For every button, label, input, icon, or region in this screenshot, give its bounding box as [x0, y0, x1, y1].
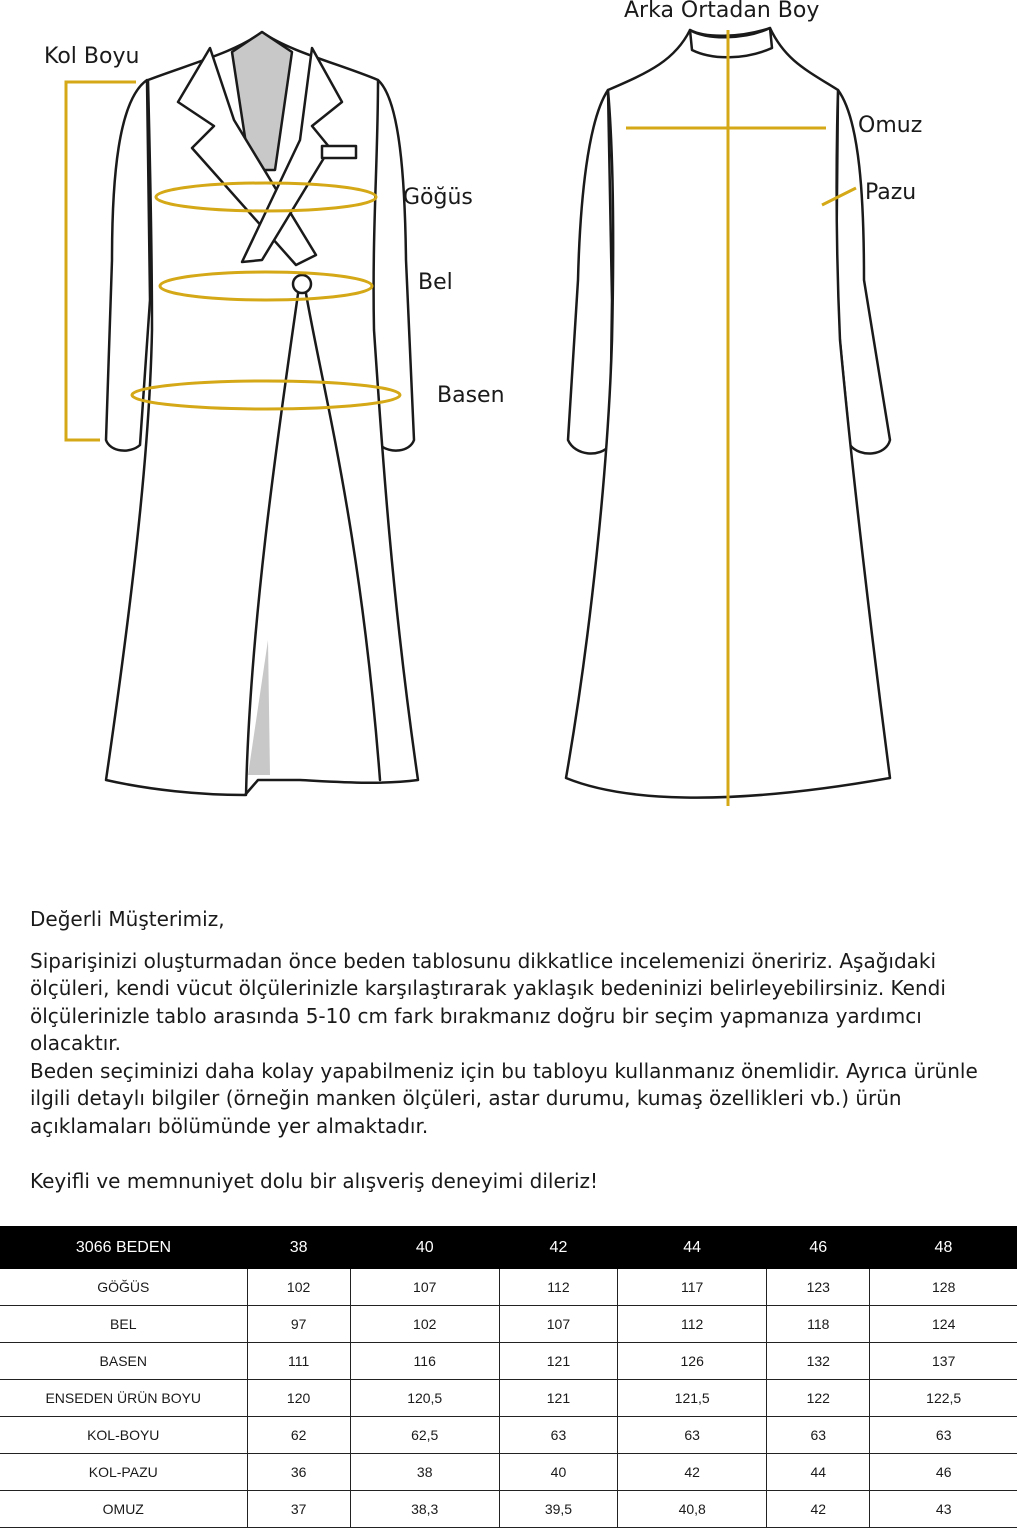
- table-row: [0, 1491, 1017, 1528]
- size-value-cell: 39,5: [499, 1491, 617, 1528]
- size-value-cell: 63: [499, 1417, 617, 1454]
- table-row: [0, 1380, 1017, 1417]
- table-row: [0, 1343, 1017, 1380]
- size-value-cell: 42: [767, 1491, 870, 1528]
- size-value-cell: 107: [350, 1269, 499, 1306]
- size-value-cell: 122: [767, 1380, 870, 1417]
- pazu-label: Pazu: [865, 180, 917, 205]
- size-value-cell: 40: [499, 1454, 617, 1491]
- size-value-cell: 121: [499, 1380, 617, 1417]
- row-label-cell: ENSEDEN ÜRÜN BOYU: [0, 1380, 247, 1417]
- size-value-cell: 38: [350, 1454, 499, 1491]
- greeting: Değerli Müşterimiz,: [30, 907, 225, 931]
- size-value-cell: 107: [499, 1306, 617, 1343]
- gogus-label: Göğüs: [403, 185, 473, 210]
- row-label-cell: KOL-BOYU: [0, 1417, 247, 1454]
- size-value-cell: 111: [247, 1343, 350, 1380]
- size-value-cell: 112: [499, 1269, 617, 1306]
- size-value-cell: 102: [350, 1306, 499, 1343]
- info-text: [30, 906, 990, 1196]
- size-value-cell: 137: [870, 1343, 1017, 1380]
- header-cell: 44: [618, 1226, 767, 1269]
- size-value-cell: 97: [247, 1306, 350, 1343]
- size-value-cell: 116: [350, 1343, 499, 1380]
- size-value-cell: 128: [870, 1269, 1017, 1306]
- paragraph-2: Beden seçiminizi daha kolay yapabilmeniz için bu tabloyu kullanmanız önemlidir. Ayrıca ürünle ilgili detaylı bilgiler (örneğin manken ölçüleri, astar durumu, kumaş özellikleri vb.) ürün açıklamaları bölümünde yer almaktadır.: [30, 1058, 978, 1138]
- size-value-cell: 42: [618, 1454, 767, 1491]
- header-cell: 48: [870, 1226, 1017, 1269]
- row-label-cell: BEL: [0, 1306, 247, 1343]
- header-cell: 46: [767, 1226, 870, 1269]
- size-value-cell: 102: [247, 1269, 350, 1306]
- kol-boyu-label: Kol Boyu: [44, 44, 140, 69]
- size-value-cell: 122,5: [870, 1380, 1017, 1417]
- row-label-cell: KOL-PAZU: [0, 1454, 247, 1491]
- size-value-cell: 63: [767, 1417, 870, 1454]
- size-table-body: [0, 1269, 1017, 1528]
- size-value-cell: 120,5: [350, 1380, 499, 1417]
- size-value-cell: 117: [618, 1269, 767, 1306]
- table-row: [0, 1269, 1017, 1306]
- table-row: [0, 1417, 1017, 1454]
- front-left-sleeve: [106, 80, 150, 451]
- size-value-cell: 62: [247, 1417, 350, 1454]
- size-value-cell: 118: [767, 1306, 870, 1343]
- row-label-cell: OMUZ: [0, 1491, 247, 1528]
- size-value-cell: 40,8: [618, 1491, 767, 1528]
- size-value-cell: 63: [618, 1417, 767, 1454]
- size-value-cell: 126: [618, 1343, 767, 1380]
- size-value-cell: 36: [247, 1454, 350, 1491]
- size-value-cell: 121,5: [618, 1380, 767, 1417]
- size-value-cell: 37: [247, 1491, 350, 1528]
- closing-text: Keyifli ve memnuniyet dolu bir alışveriş deneyimi dileriz!: [30, 1169, 599, 1193]
- row-label-cell: GÖĞÜS: [0, 1269, 247, 1306]
- header-cell: 3066 BEDEN: [0, 1226, 247, 1269]
- arka-ortadan-boy-label: Arka Ortadan Boy: [624, 0, 820, 23]
- size-table-header: [0, 1226, 1017, 1269]
- size-value-cell: 62,5: [350, 1417, 499, 1454]
- size-value-cell: 46: [870, 1454, 1017, 1491]
- back-collar: [690, 28, 772, 57]
- size-value-cell: 38,3: [350, 1491, 499, 1528]
- header-cell: 42: [499, 1226, 617, 1269]
- size-value-cell: 63: [870, 1417, 1017, 1454]
- header-cell: 38: [247, 1226, 350, 1269]
- size-value-cell: 123: [767, 1269, 870, 1306]
- back-left-sleeve: [568, 90, 612, 454]
- table-row: [0, 1454, 1017, 1491]
- header-cell: 40: [350, 1226, 499, 1269]
- basen-label: Basen: [437, 383, 505, 408]
- size-value-cell: 121: [499, 1343, 617, 1380]
- paragraph-1: Siparişinizi oluşturmadan önce beden tablosunu dikkatlice incelemenizi öneririz. Aşağıdaki ölçüleri, kendi vücut ölçülerinizle karşılaştırarak yaklaşık bedeninizi belirleyebilirsiniz. Kendi ölçülerinizle tablo arasında 5-10 cm fark bırakmanız doğru bir seçim yapmanıza yardımcı olacaktır.: [30, 948, 946, 1055]
- row-label-cell: BASEN: [0, 1343, 247, 1380]
- size-value-cell: 43: [870, 1491, 1017, 1528]
- size-table: [0, 1226, 1017, 1528]
- table-row: [0, 1306, 1017, 1343]
- size-value-cell: 120: [247, 1380, 350, 1417]
- size-value-cell: 132: [767, 1343, 870, 1380]
- size-value-cell: 112: [618, 1306, 767, 1343]
- bel-label: Bel: [418, 270, 453, 295]
- size-value-cell: 44: [767, 1454, 870, 1491]
- omuz-label: Omuz: [858, 113, 923, 138]
- size-value-cell: 124: [870, 1306, 1017, 1343]
